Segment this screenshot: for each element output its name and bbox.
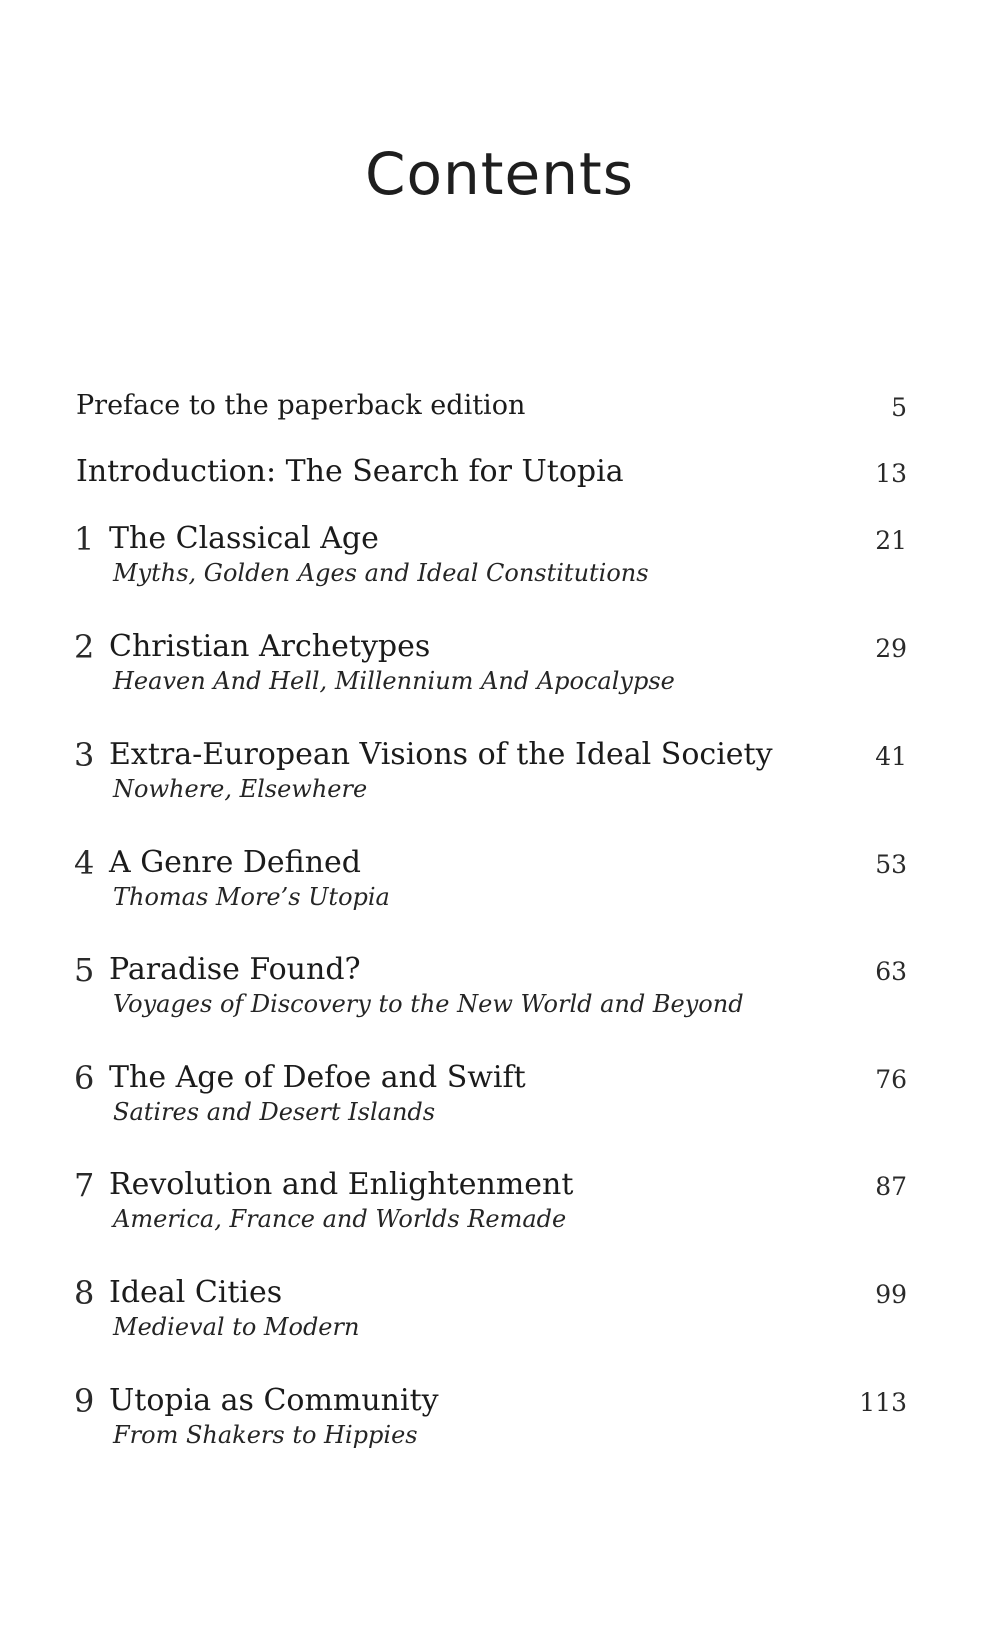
chapter-subtitle: Myths, Golden Ages and Ideal Constitutions bbox=[113, 559, 649, 587]
chapter-subtitle: Nowhere, Elsewhere bbox=[113, 775, 368, 803]
toc-entry-title: Preface to the paperback edition bbox=[76, 390, 526, 421]
toc-entry-chapter-6[interactable] bbox=[0, 1058, 999, 1126]
chapter-title: The Age of Defoe and Swift bbox=[109, 1060, 526, 1095]
toc-page-number: 53 bbox=[875, 850, 907, 879]
toc-entry-row bbox=[0, 627, 999, 667]
toc-page-number: 21 bbox=[875, 526, 907, 555]
chapter-number: 2 bbox=[74, 628, 95, 666]
toc-entry-chapter-3[interactable] bbox=[0, 735, 999, 803]
chapter-subtitle: From Shakers to Hippies bbox=[113, 1421, 418, 1449]
toc-entry-chapter-5[interactable] bbox=[0, 950, 999, 1018]
toc-entry-chapter-8[interactable] bbox=[0, 1273, 999, 1341]
chapter-number: 4 bbox=[74, 844, 95, 882]
toc-entry-title: Introduction: The Search for Utopia bbox=[76, 454, 624, 489]
toc-page-number: 13 bbox=[875, 459, 907, 488]
toc-page-number: 87 bbox=[875, 1172, 907, 1201]
toc-entry-row bbox=[0, 950, 999, 990]
chapter-subtitle: America, France and Worlds Remade bbox=[113, 1205, 567, 1233]
toc-page-number: 113 bbox=[859, 1388, 907, 1417]
chapter-title: The Classical Age bbox=[109, 521, 379, 556]
toc-page-number: 76 bbox=[875, 1065, 907, 1094]
toc-entry-row bbox=[0, 519, 999, 559]
chapter-number: 8 bbox=[74, 1274, 95, 1312]
chapter-subtitle: Thomas More’s Utopia bbox=[113, 883, 390, 911]
toc-entry-introduction[interactable] bbox=[0, 452, 999, 492]
toc-entry-row bbox=[0, 735, 999, 775]
chapter-title: Christian Archetypes bbox=[109, 629, 431, 664]
chapter-subtitle: Heaven And Hell, Millennium And Apocalypse bbox=[113, 667, 675, 695]
toc-page-number: 41 bbox=[875, 742, 907, 771]
toc-page-number: 63 bbox=[875, 957, 907, 986]
chapter-title: Utopia as Community bbox=[109, 1383, 439, 1418]
chapter-subtitle: Medieval to Modern bbox=[113, 1313, 360, 1341]
toc-entry-row bbox=[0, 1165, 999, 1205]
page-title: Contents bbox=[365, 140, 634, 208]
chapter-number: 6 bbox=[74, 1059, 95, 1097]
chapter-number: 1 bbox=[74, 520, 95, 558]
toc-entry-row bbox=[0, 843, 999, 883]
toc-page-number: 99 bbox=[875, 1280, 907, 1309]
toc-entry-chapter-7[interactable] bbox=[0, 1165, 999, 1233]
chapter-subtitle: Satires and Desert Islands bbox=[113, 1098, 436, 1126]
chapter-title: Extra-European Visions of the Ideal Society bbox=[109, 737, 773, 772]
toc-entry-row bbox=[0, 1381, 999, 1421]
toc-entry-chapter-4[interactable] bbox=[0, 843, 999, 911]
toc-entry-row bbox=[0, 452, 999, 492]
chapter-title: Ideal Cities bbox=[109, 1275, 283, 1310]
chapter-number: 5 bbox=[74, 951, 95, 989]
toc-entry-chapter-9[interactable] bbox=[0, 1381, 999, 1449]
toc-entry-chapter-1[interactable] bbox=[0, 519, 999, 587]
chapter-title: Revolution and Enlightenment bbox=[109, 1167, 574, 1202]
chapter-title: A Genre Defined bbox=[109, 845, 361, 880]
toc-entry-preface[interactable] bbox=[0, 386, 999, 426]
toc-page-number: 5 bbox=[891, 393, 907, 422]
chapter-number: 3 bbox=[74, 736, 95, 774]
chapter-number: 9 bbox=[74, 1382, 95, 1420]
toc-page-number: 29 bbox=[875, 634, 907, 663]
chapter-number: 7 bbox=[74, 1166, 95, 1204]
chapter-subtitle: Voyages of Discovery to the New World and Beyond bbox=[113, 990, 744, 1018]
toc-entry-chapter-2[interactable] bbox=[0, 627, 999, 695]
chapter-title: Paradise Found? bbox=[109, 952, 361, 987]
toc-entry-row bbox=[0, 1273, 999, 1313]
toc-entry-row bbox=[0, 386, 999, 426]
toc-entry-row bbox=[0, 1058, 999, 1098]
